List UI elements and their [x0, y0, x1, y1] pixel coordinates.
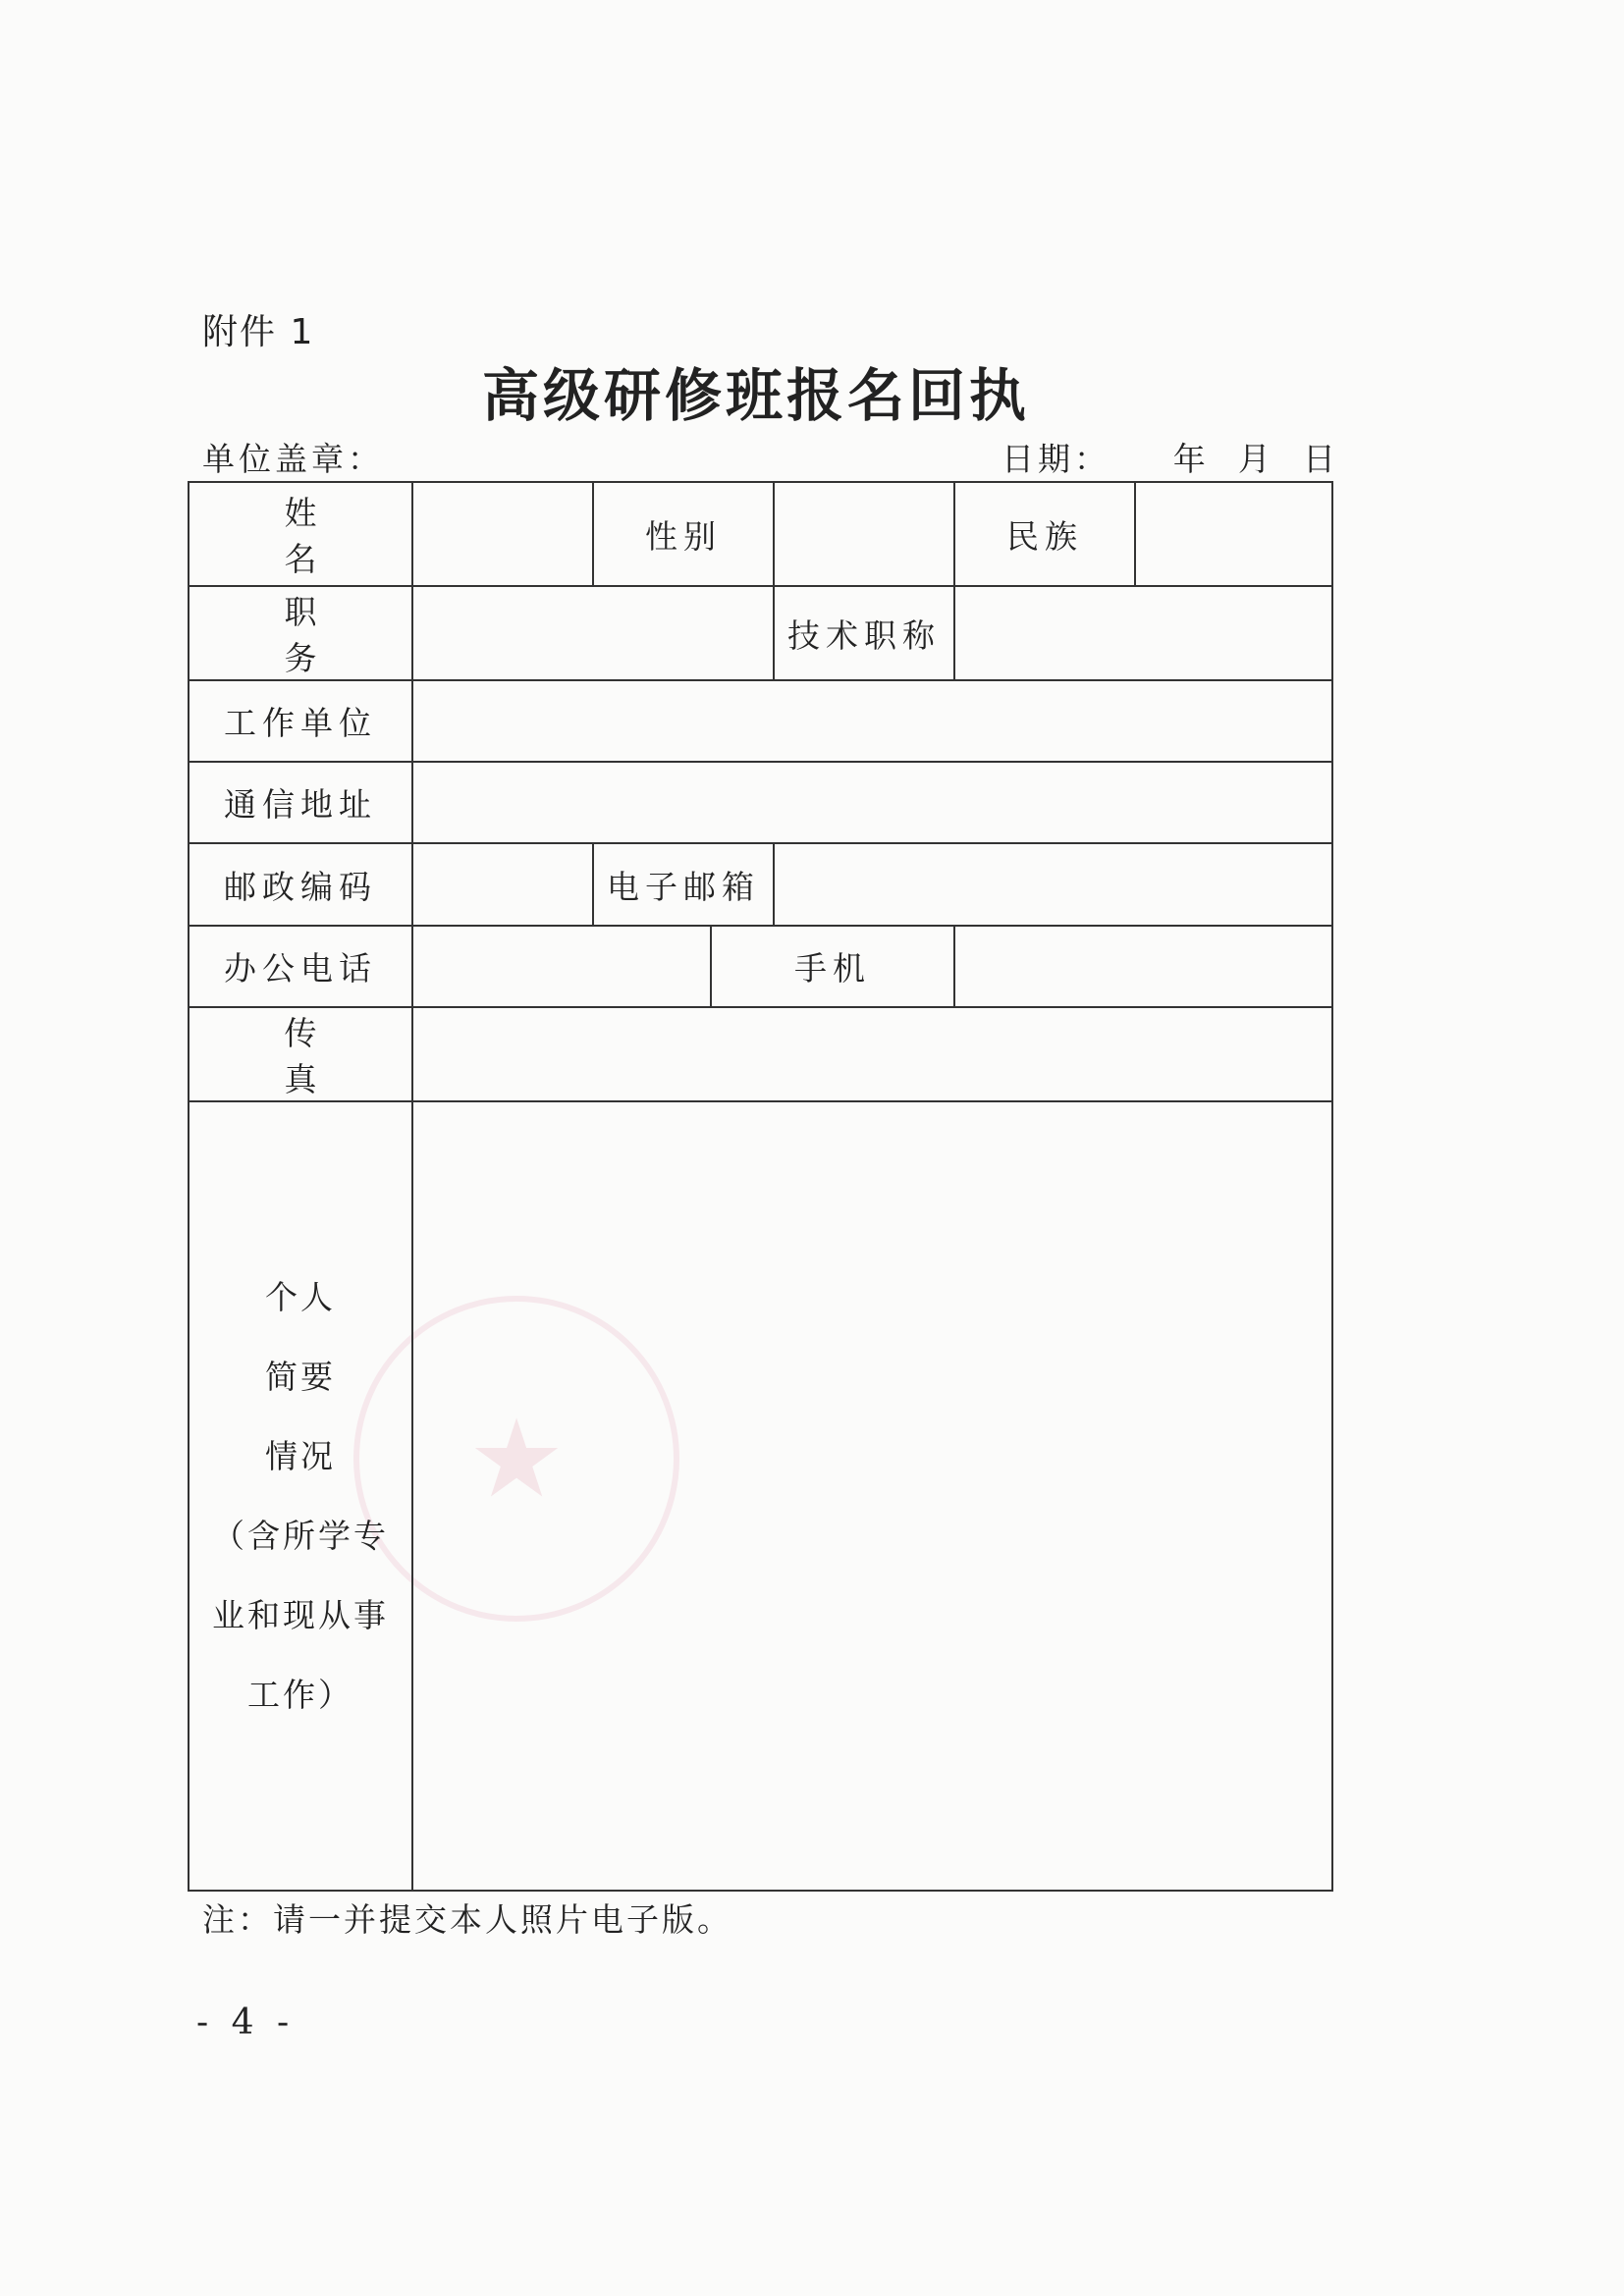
resume-line: 业和现从事 [212, 1596, 389, 1634]
resume-line: （含所学专 [212, 1517, 389, 1555]
table-row [189, 843, 1332, 926]
fax-label: 传 真 [189, 1007, 412, 1101]
ethnicity-field[interactable] [1135, 482, 1332, 586]
name-label: 姓 名 [189, 482, 412, 586]
mobile-field[interactable] [954, 926, 1332, 1007]
table-row [189, 1007, 1332, 1101]
resume-line: 简要 [265, 1358, 336, 1396]
email-label: 电子邮箱 [593, 843, 774, 926]
table-row [189, 1101, 1332, 1891]
page-number: - 4 - [196, 2002, 296, 2043]
gender-field[interactable] [774, 482, 954, 586]
technical-title-field[interactable] [954, 586, 1332, 680]
unit-seal-label: 单位盖章： [202, 440, 384, 478]
seal-star-icon: ★ [467, 1396, 566, 1522]
date-day: 日 [1303, 440, 1335, 478]
resume-label [189, 1101, 412, 1891]
fax-field[interactable] [412, 1007, 1332, 1101]
resume-field[interactable] [412, 1101, 1332, 1891]
address-label: 通信地址 [189, 762, 412, 843]
position-label: 职 务 [189, 586, 412, 680]
page-title: 高级研修班报名回执 [481, 362, 1030, 429]
work-unit-label: 工作单位 [189, 680, 412, 762]
resume-line: 工作） [247, 1676, 353, 1714]
date-month: 月 [1237, 440, 1271, 478]
name-field[interactable] [412, 482, 593, 586]
table-row [189, 482, 1332, 586]
table-row [189, 586, 1332, 680]
email-field[interactable] [774, 843, 1332, 926]
ethnicity-label: 民族 [954, 482, 1135, 586]
resume-line: 情况 [265, 1437, 336, 1475]
annex-label: 附件 1 [202, 312, 315, 352]
position-field[interactable] [412, 586, 774, 680]
office-phone-field[interactable] [412, 926, 711, 1007]
date-year: 年 [1172, 440, 1206, 478]
work-unit-field[interactable] [412, 680, 1332, 762]
date-line [1001, 434, 1335, 480]
technical-title-label: 技术职称 [774, 586, 954, 680]
date-label: 日期： [1001, 440, 1110, 478]
mobile-label: 手机 [711, 926, 954, 1007]
table-row [189, 762, 1332, 843]
resume-line: 个人 [265, 1278, 336, 1316]
postcode-label: 邮政编码 [189, 843, 412, 926]
submission-note: 注：请一并提交本人照片电子版。 [202, 1900, 732, 1939]
table-row [189, 926, 1332, 1007]
office-phone-label: 办公电话 [189, 926, 412, 1007]
table-row [189, 680, 1332, 762]
gender-label: 性别 [593, 482, 774, 586]
registration-form-table [188, 481, 1333, 1892]
address-field[interactable] [412, 762, 1332, 843]
postcode-field[interactable] [412, 843, 593, 926]
